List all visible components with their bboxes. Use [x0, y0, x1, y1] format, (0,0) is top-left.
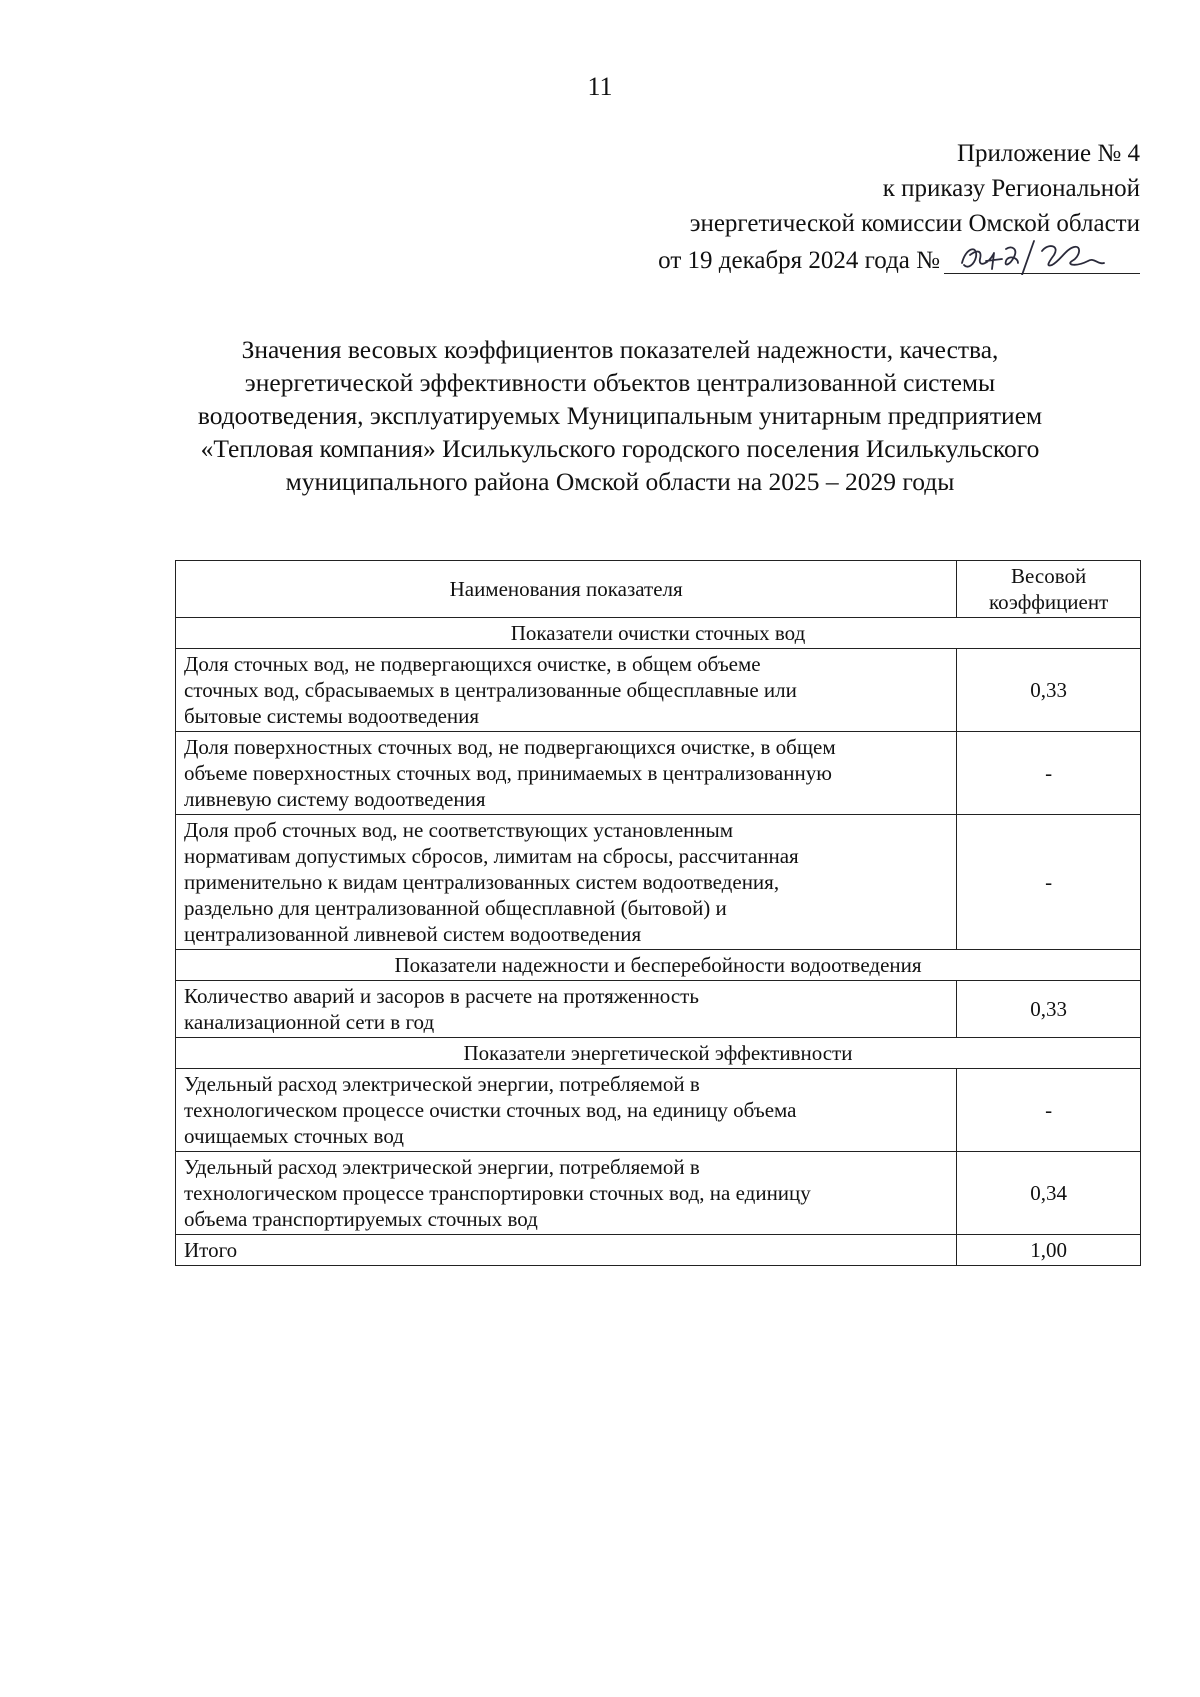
indicator-line: ливневую систему водоотведения — [184, 787, 486, 811]
section-title: Показатели энергетической эффективности — [176, 1038, 1141, 1069]
indicator-line: канализационной сети в год — [184, 1010, 435, 1034]
indicator-line: Удельный расход электрической энергии, потребляемой в — [184, 1072, 700, 1096]
header-coef-line: коэффициент — [988, 590, 1109, 614]
title-line: водоотведения, эксплуатируемых Муниципальным унитарным предприятием — [197, 401, 1043, 430]
total-value: 1,00 — [957, 1235, 1141, 1266]
indicator-line: сточных вод, сбрасываемых в централизованные общесплавные или — [184, 678, 797, 702]
header-indicator-name: Наименования показателя — [176, 561, 957, 618]
title-line: Значения весовых коэффициентов показателей надежности, качества, — [241, 335, 999, 364]
indicator-line: централизованной ливневой систем водоотведения — [184, 922, 642, 946]
appendix-line: энергетической комиссии Омской области — [689, 210, 1140, 237]
indicator-line: Количество аварий и засоров в расчете на протяженность — [184, 984, 699, 1008]
weight-value: 0,33 — [957, 649, 1141, 732]
weight-value: - — [957, 732, 1141, 815]
section-title: Показатели очистки сточных вод — [176, 618, 1141, 649]
indicator-line: технологическом процессе транспортировки сточных вод, на единицу — [184, 1181, 811, 1205]
handwritten-signature-icon — [948, 235, 1138, 275]
indicator-line: раздельно для централизованной общесплавной (бытовой) и — [184, 896, 727, 920]
appendix-block — [560, 136, 1140, 278]
coefficients-table — [175, 560, 1141, 1266]
page-number: 11 — [587, 72, 613, 101]
indicator-line: очищаемых сточных вод — [184, 1124, 404, 1148]
weight-value: - — [957, 1069, 1141, 1152]
weight-value: - — [957, 815, 1141, 950]
section-row — [176, 950, 1141, 981]
header-coef-line: Весовой — [1011, 564, 1087, 588]
indicator-name — [176, 732, 957, 815]
table-row — [176, 1069, 1141, 1152]
indicator-name — [176, 1152, 957, 1235]
appendix-line: к приказу Региональной — [882, 175, 1140, 202]
appendix-date-line — [560, 241, 1140, 278]
indicator-line: Доля проб сточных вод, не соответствующих установленным — [184, 818, 734, 842]
section-title: Показатели надежности и бесперебойности водоотведения — [176, 950, 1141, 981]
indicator-name — [176, 815, 957, 950]
title-line: муниципального района Омской области на 2025 – 2029 годы — [285, 467, 955, 496]
indicator-line: объеме поверхностных сточных вод, принимаемых в централизованную — [184, 761, 832, 785]
title-line: «Тепловая компания» Исилькульского городского поселения Исилькульского — [200, 434, 1040, 463]
appendix-line: Приложение № 4 — [956, 140, 1140, 167]
handwritten-order-number — [944, 241, 1140, 274]
table-row — [176, 815, 1141, 950]
indicator-name — [176, 1069, 957, 1152]
table-row — [176, 649, 1141, 732]
title-line: энергетической эффективности объектов централизованной системы — [244, 368, 996, 397]
document-title — [140, 333, 1100, 498]
total-row — [176, 1235, 1141, 1266]
table-row — [176, 1152, 1141, 1235]
weight-value: 0,33 — [957, 981, 1141, 1038]
indicator-name — [176, 981, 957, 1038]
total-label: Итого — [176, 1235, 957, 1266]
indicator-line: Доля поверхностных сточных вод, не подвергающихся очистке, в общем — [184, 735, 836, 759]
section-row — [176, 618, 1141, 649]
section-row — [176, 1038, 1141, 1069]
indicator-line: Удельный расход электрической энергии, потребляемой в — [184, 1155, 700, 1179]
indicator-line: применительно к видам централизованных систем водоотведения, — [184, 870, 780, 894]
weight-value: 0,34 — [957, 1152, 1141, 1235]
indicator-line: Доля сточных вод, не подвергающихся очистке, в общем объеме — [184, 652, 761, 676]
indicator-line: технологическом процессе очистки сточных вод, на единицу объема — [184, 1098, 797, 1122]
appendix-date-prefix: от 19 декабря 2024 года № — [658, 247, 940, 274]
indicator-line: объема транспортируемых сточных вод — [184, 1207, 538, 1231]
indicator-line: нормативам допустимых сбросов, лимитам на сбросы, рассчитанная — [184, 844, 799, 868]
indicator-name — [176, 649, 957, 732]
table-row — [176, 981, 1141, 1038]
header-weight-coefficient — [957, 561, 1141, 618]
table-row — [176, 732, 1141, 815]
indicator-line: бытовые системы водоотведения — [184, 704, 480, 728]
table-header-row — [176, 561, 1141, 618]
